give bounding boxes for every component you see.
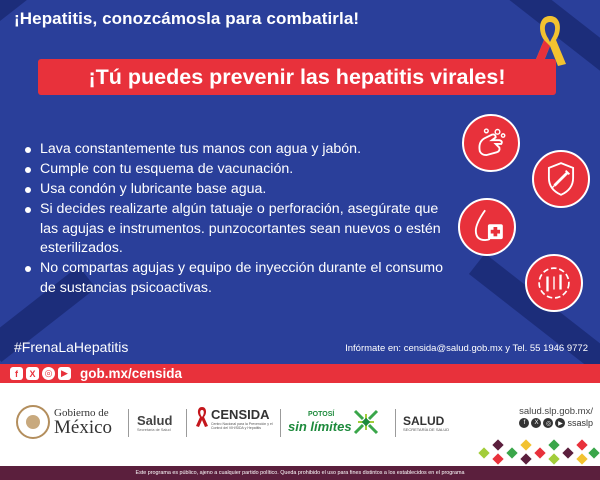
instagram-icon[interactable]: ◎ [42, 367, 55, 380]
footer-logos [0, 383, 600, 466]
censida-subtitle: Centro Nacional para la Prevención y el Control del VIH/SIDA y Hepatitis [211, 422, 273, 431]
vaccine-shield-icon [532, 150, 590, 208]
list-item: Lava constantemente tus manos con agua y jabón. [22, 140, 452, 160]
list-item: Cumple con tu esquema de vacunación. [22, 160, 452, 180]
legal-disclaimer: Este programa es público, ajeno a cualquier partido político. Queda prohibido el uso para fines distintos a los establecidos en el programa [0, 466, 600, 480]
social-bar [0, 364, 600, 383]
list-item: No compartas agujas y equipo de inyección durante el consumo de sustancias psicoactivas. [22, 259, 452, 298]
blood-drop-icon [458, 198, 516, 256]
no-sharing-icon [525, 254, 583, 312]
divider [280, 409, 281, 437]
list-item: Usa condón y lubricante base agua. [22, 180, 452, 200]
contact-info: Infórmate en: censida@salud.gob.mx y Tel. 55 1946 9772 [345, 343, 588, 354]
facebook-icon[interactable]: f [519, 418, 529, 428]
salud-slp-logo: SALUD [403, 414, 445, 428]
salud-logo: Salud [137, 413, 173, 428]
coat-of-arms-icon [16, 405, 50, 439]
potosi-label: POTOSÍ [308, 411, 335, 418]
mexico-label: México [54, 417, 113, 438]
headline-banner: ¡Tú puedes prevenir las hepatitis virales! [38, 59, 556, 95]
censida-logo: CENSIDA [211, 407, 270, 422]
hand-washing-icon [462, 114, 520, 172]
divider [128, 409, 129, 437]
youtube-icon[interactable]: ▶ [58, 367, 71, 380]
prevention-list [22, 140, 452, 299]
salud-subtitle: Secretaría de Salud [137, 428, 171, 432]
youtube-icon[interactable]: ▶ [555, 418, 565, 428]
potosi-x-icon [352, 408, 380, 436]
x-icon[interactable]: X [531, 418, 541, 428]
list-item: Si decides realizarte algún tatuaje o perforación, asegúrate que las agujas e instrumentos. punzocortantes sean nuevos o estén esterilizados. [22, 200, 452, 259]
website-link[interactable]: gob.mx/censida [80, 366, 183, 381]
divider [395, 409, 396, 437]
x-icon[interactable]: X [26, 367, 39, 380]
salud-slp-subtitle: SECRETARÍA DE SALUD [403, 427, 450, 432]
page-title: ¡Hepatitis, conozcámosla para combatirla! [14, 9, 360, 28]
red-ribbon-icon [195, 406, 209, 428]
facebook-icon[interactable]: f [10, 367, 23, 380]
handle-label: ssaslp [567, 418, 593, 428]
website-link[interactable]: salud.slp.gob.mx/ [519, 406, 593, 417]
social-handles [519, 418, 593, 428]
instagram-icon[interactable]: ◎ [543, 418, 553, 428]
gobierno-label: Gobierno de [54, 407, 109, 419]
sin-limites-label: sin límites [288, 419, 352, 434]
divider [186, 409, 187, 437]
hashtag: #FrenaLaHepatitis [14, 339, 129, 355]
decorative-pattern [470, 433, 600, 465]
